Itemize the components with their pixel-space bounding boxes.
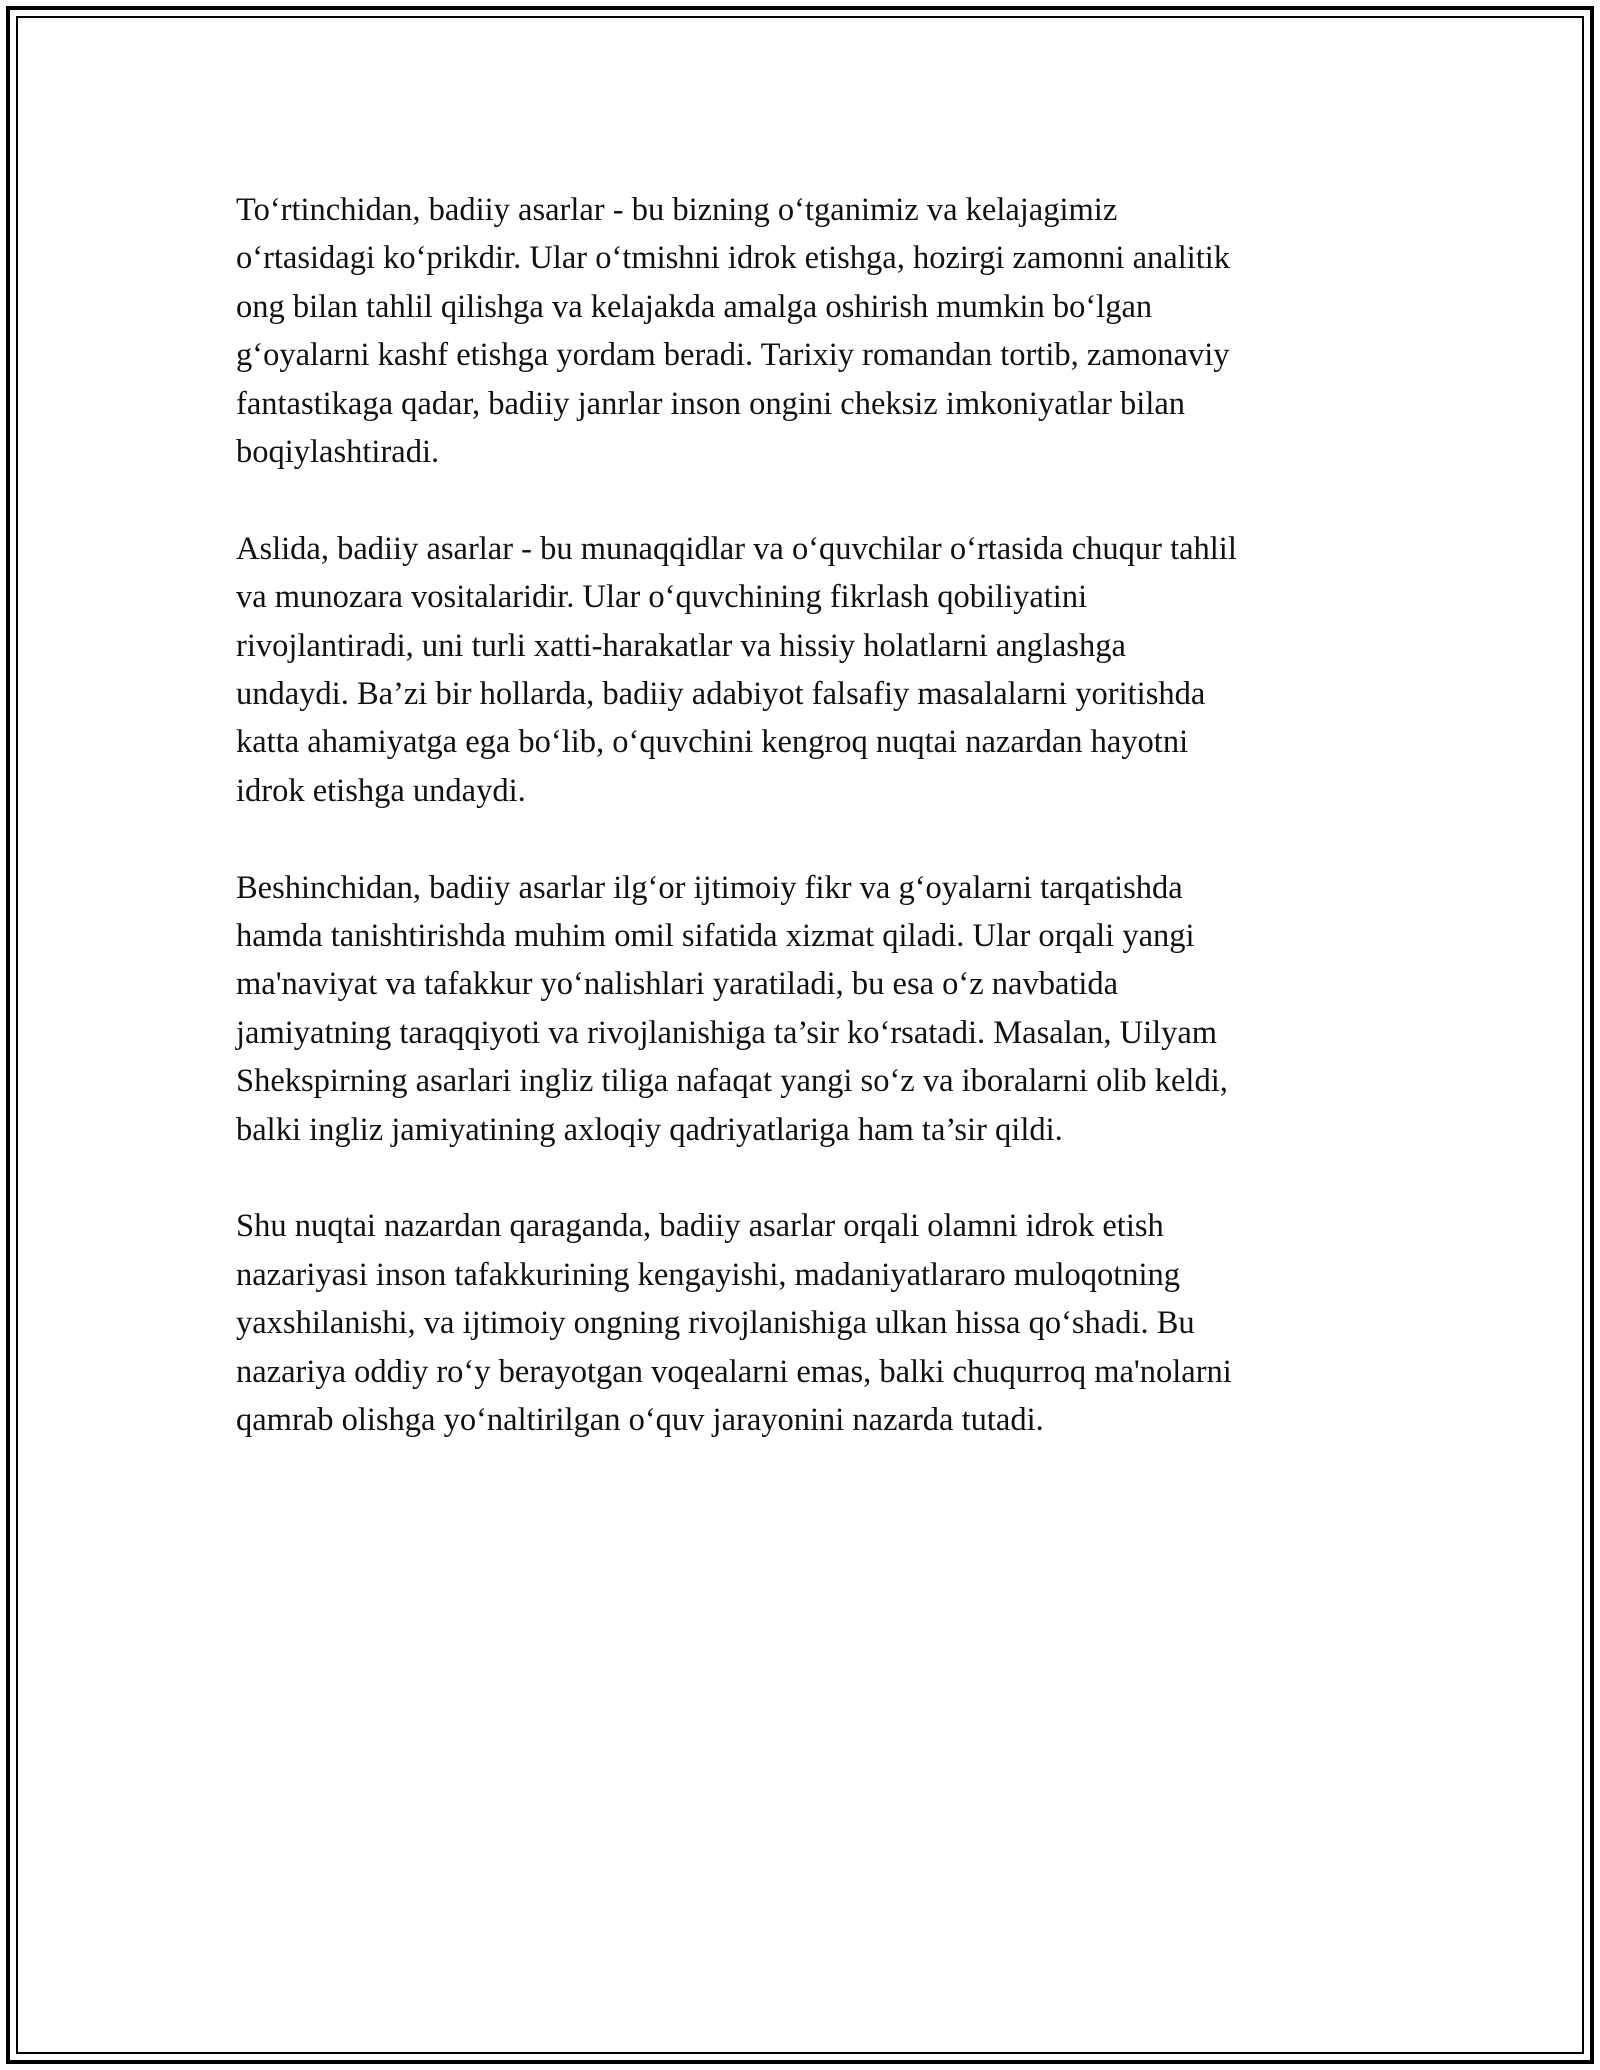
text-line: To‘rtinchidan, badiiy asarlar - bu bizning o‘tganimiz va kelajagimiz <box>236 192 1118 228</box>
text-line: qamrab olishga yo‘naltirilgan o‘quv jarayonini nazarda tutadi. <box>236 1402 1044 1439</box>
paragraph-3 <box>236 864 1366 1154</box>
text-line: o‘rtasidagi ko‘prikdir. Ular o‘tmishni idrok etishga, hozirgi zamonni analitik <box>236 240 1231 277</box>
text-line: Beshinchidan, badiiy asarlar ilg‘or ijtimoiy fikr va g‘oyalarni tarqatishda <box>236 869 1183 906</box>
text-line: ma'naviyat va tafakkur yo‘nalishlari yaratiladi, bu esa o‘z navbatida <box>236 966 1119 1003</box>
text-line: nazariyasi inson tafakkurining kengayishi, madaniyatlararo muloqotning <box>236 1256 1181 1293</box>
text-line: boqiylashtiradi. <box>236 434 440 471</box>
text-line: yaxshilanishi, va ijtimoiy ongning rivojlanishiga ulkan hissa qo‘shadi. Bu <box>236 1305 1195 1342</box>
text-line: hamda tanishtirishda muhim omil sifatida xizmat qiladi. Ular orqali yangi <box>236 918 1195 955</box>
text-line: undaydi. Ba’zi bir hollarda, badiiy adabiyot falsafiy masalalarni yoritishda <box>236 676 1206 713</box>
paragraph-1 <box>236 186 1366 476</box>
text-line: balki ingliz jamiyatining axloqiy qadriyatlariga ham ta’sir qildi. <box>236 1111 1063 1148</box>
text-line: idrok etishga undaydi. <box>236 772 526 809</box>
text-line: Aslida, badiiy asarlar - bu munaqqidlar va o‘quvchilar o‘rtasida chuqur tahlil <box>236 530 1237 567</box>
text-line: nazariya oddiy ro‘y berayotgan voqealarni emas, balki chuqurroq ma'nolarni <box>236 1353 1232 1390</box>
paragraph-2 <box>236 525 1366 815</box>
text-line: ong bilan tahlil qilishga va kelajakda amalga oshirish mumkin bo‘lgan <box>236 288 1153 325</box>
document-body <box>236 186 1366 1493</box>
text-line: fantastikaga qadar, badiiy janrlar inson ongini cheksiz imkoniyatlar bilan <box>236 385 1186 422</box>
text-line: g‘oyalarni kashf etishga yordam beradi. Tarixiy romandan tortib, zamonaviy <box>236 337 1230 374</box>
paragraph-4 <box>236 1202 1366 1444</box>
text-line: jamiyatning taraqqiyoti va rivojlanishiga ta’sir ko‘rsatadi. Masalan, Uilyam <box>236 1014 1218 1051</box>
text-line: rivojlantiradi, uni turli xatti-harakatlar va hissiy holatlarni anglashga <box>236 627 1126 664</box>
text-line: katta ahamiyatga ega bo‘lib, o‘quvchini kengroq nuqtai nazardan hayotni <box>236 724 1189 761</box>
text-line: va munozara vositalaridir. Ular o‘quvchining fikrlash qobiliyatini <box>236 579 1088 616</box>
text-line: Shekspirning asarlari ingliz tiliga nafaqat yangi so‘z va iboralarni olib keldi, <box>236 1063 1228 1100</box>
text-line: Shu nuqtai nazardan qaraganda, badiiy asarlar orqali olamni idrok etish <box>236 1208 1164 1245</box>
